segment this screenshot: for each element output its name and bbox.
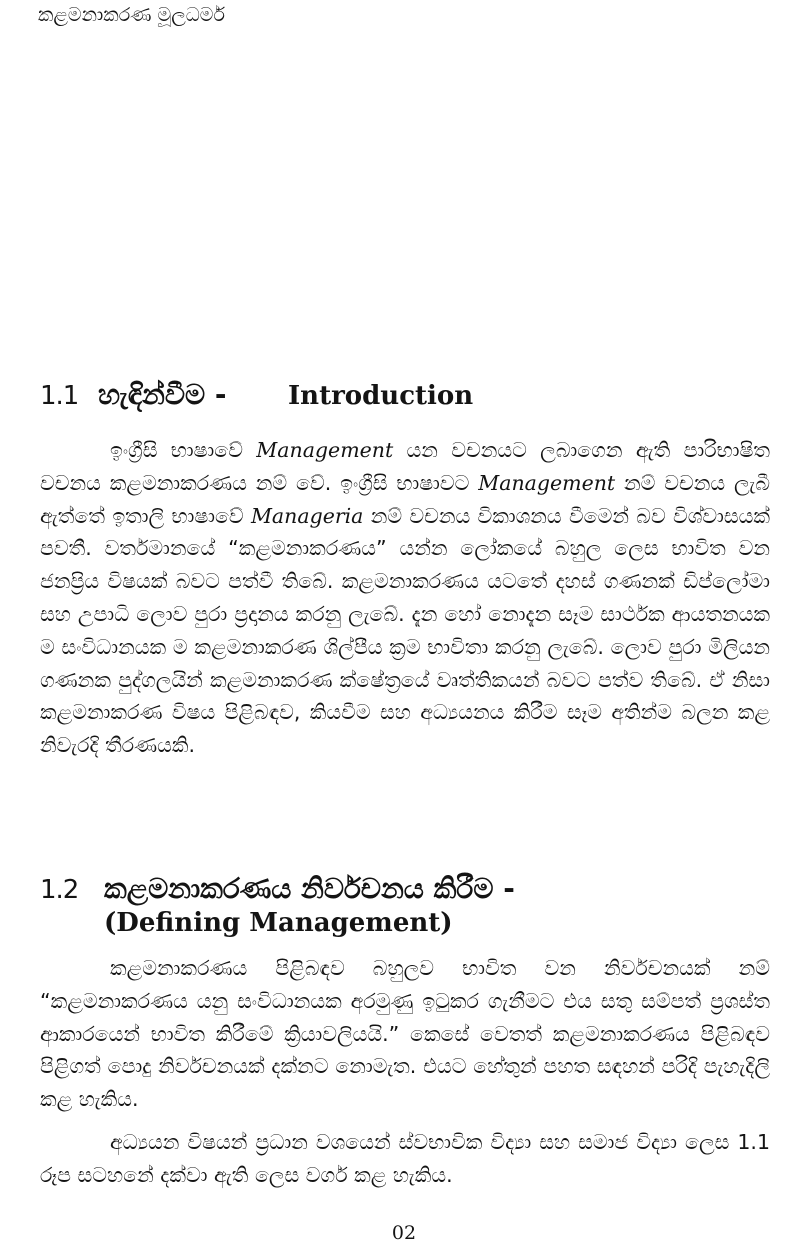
section-1-2 bbox=[40, 872, 770, 1192]
text-run: ඉංග්‍රීසි භාෂාවේ bbox=[110, 438, 257, 462]
paragraph: කළමනාකරණය පිළිබඳව බහුලව භාවිත වන නිර්වචනයක් නම් “කළමනාකරණය යනු සංවිධානයක අරමුණු ඉටුකර ගැනීමට එය සතු සම්පත් ප්‍රශස්ත ආකාරයෙන් භාවිත කිරීමේ ක්‍රියාවලියයි.” කෙසේ වෙතත් කළමනාකරණය පිළිබඳව පිළිගත් පොදු නිර්වචනයක් දක්නට නොමැත. එයට හේතුන් පහත සඳහන් පරිදි පැහැදිලි කළ හැකිය. bbox=[40, 956, 770, 1112]
section-1-1 bbox=[40, 378, 770, 762]
section-1-2-heading bbox=[40, 872, 770, 906]
text-run: යන වචනයට ලබාගෙන ඇති පාරිභාෂිත වචනය කළමනාකරණය නම් වේ. ඉංග්‍රීසි භාෂාවට bbox=[40, 438, 770, 495]
paragraph: අධ්‍යයන විෂයන් ප්‍රධාන වශයෙන් ස්වභාවික විද්‍යා සහ සමාජ විද්‍යා ලෙස 1.1 රූප සටහනේ දක්වා ඇති ලෙස වර්ග කළ හැකිය. bbox=[40, 1129, 770, 1187]
section-1-1-heading bbox=[40, 378, 770, 412]
section-title-sinhala: කළමනාකරණය නිර්වචනය කිරීම - bbox=[104, 872, 515, 905]
term-management: Management bbox=[478, 470, 616, 495]
text-run: නම් වචනය ලැබී ඇත්තේ ඉතාලි භාෂාවේ bbox=[40, 470, 770, 528]
definition-paragraphs bbox=[40, 952, 770, 1192]
section-number: 1.1 bbox=[40, 381, 79, 411]
section-title-english: (Defining Management) bbox=[104, 908, 453, 938]
page-number: 02 bbox=[391, 1222, 417, 1244]
intro-paragraph bbox=[40, 434, 770, 762]
section-number: 1.2 bbox=[40, 875, 79, 905]
text-run: නම් වචනය විකාශනය වීමෙන් බව විශ්වාසයක් පවතී. වර්තමානයේ “කළමනාකරණය” යන්න ලෝකයේ බහුල ලෙස භාවිත වන ජනප්‍රිය විෂයක් බවට පත්වී තිබේ. කළමනාකරණය යටතේ දහස් ගණනක් ඩිප්ලෝමා සහ උපාධි ලොව පුරා ප්‍රදානය කරනු ලැබේ. දැන හෝ නොදැන සෑම සාර්ථක ආයතනයක ම සංවිධානයක ම කළමනාකරණ ශිල්පීය ක්‍රම භාවිතා කරනු ලැබේ. ලොව පුරා මිලියන ගණනක පුද්ගලයින් කළමනාකරණ ක්ෂේත්‍රයේ වෘත්තිකයන් බවට පත්ව තිබේ. ඒ නිසා කළමනාකරණ විෂය පිළිබඳව, කියවීම සහ අධ්‍යයනය කිරීම සෑම අතින්ම බලන කළ නිවැරදි තීරණයකි. bbox=[40, 503, 770, 758]
section-title-sinhala: හැඳින්වීම - bbox=[98, 378, 227, 411]
section-title-english: Introduction bbox=[288, 381, 474, 411]
running-head: කළමනාකරණ මූලධර්ම bbox=[38, 4, 225, 26]
term-manageria: Manageria bbox=[250, 503, 364, 528]
term-management: Management bbox=[256, 438, 394, 462]
